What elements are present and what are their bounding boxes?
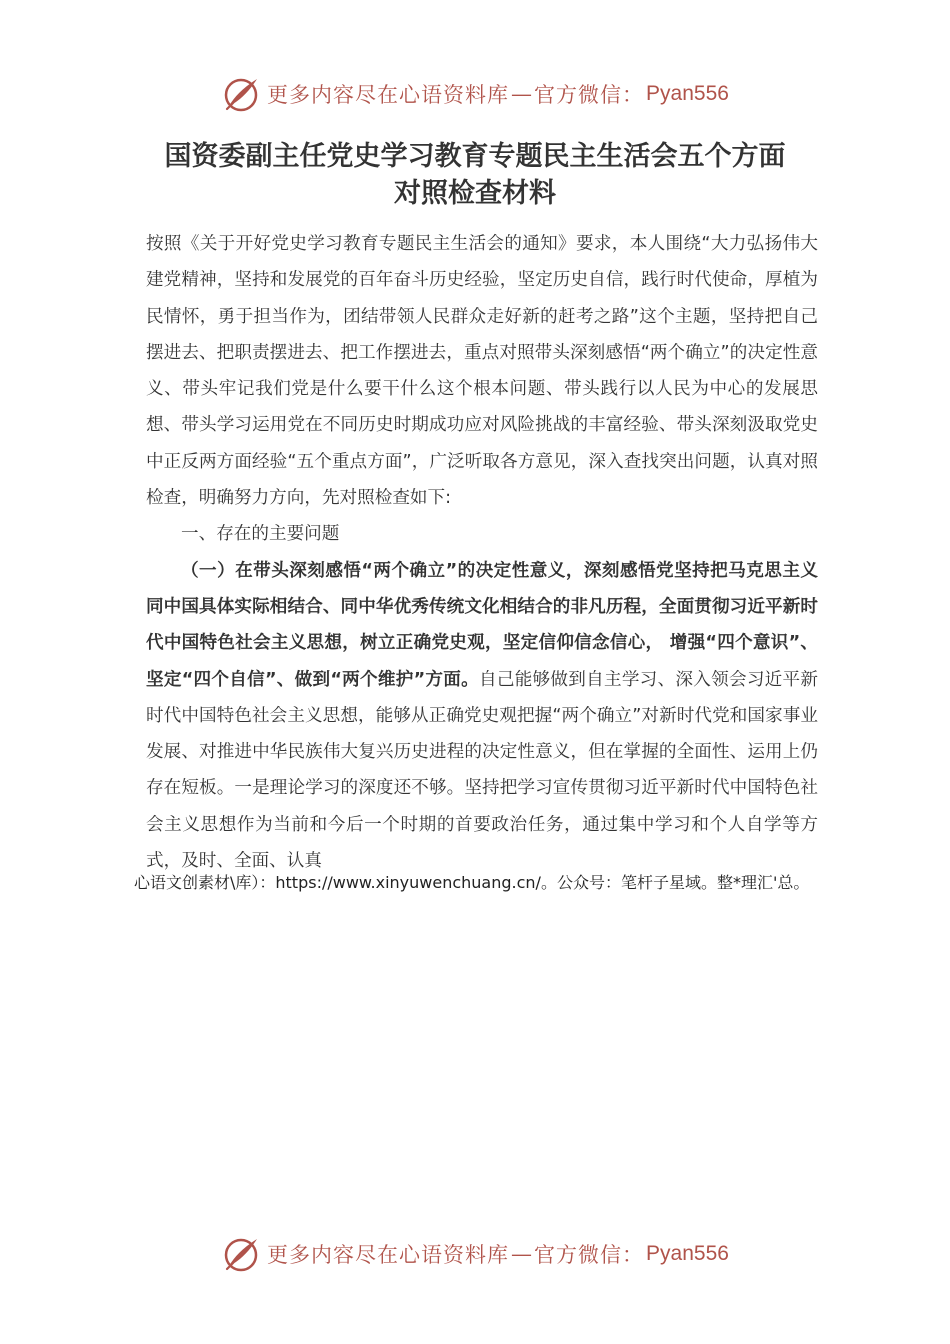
banner-text: 更多内容尽在心语资料库: [267, 83, 510, 107]
footer-banner: [0, 1232, 950, 1276]
intro-paragraph: 按照《关于开好党史学习教育专题民主生活会的通知》要求，本人围绕“大力弘扬伟大建党精神，坚持和发展党的百年奋斗历史经验，坚定历史自信，践行时代使命，厚植为民情怀，勇于担当作为，团结带领人民群众走好新的赶考之路”这个主题，坚持把自己摆进去、把职责摆进去、把工作摆进去，重点对照带头深刻感悟“两个确立”的决定性意义、带头牢记我们党是什么要干什么这个根本问题、带头践行以人民为中心的发展思想、带头学习运用党在不同历史时期成功应对风险挑战的丰富经验、带头深刻汲取党史中正反两方面经验“五个重点方面”，广泛听取各方意见，深入查找突出问题，认真对照检查，明确努力方向，先对照检查如下:: [146, 234, 818, 509]
banner-wechat-id: Pyan556: [646, 82, 729, 105]
title-line-1: 国资委副主任党史学习教育专题民主生活会五个方面: [164, 141, 786, 172]
banner-label: 官方微信：: [534, 1243, 645, 1267]
quill-logo-icon: [221, 74, 261, 114]
item-bold-lead: （一）在带头深刻感悟“两个确立”的决定性意义，深刻感悟党坚持把马克思主义同中国具体实际相结合、同中华优秀传统文化相结合的非凡历程，全面贯彻习近平新时代中国特色社会主义思想，树立正确党史观，坚定信仰信念信心， 增强“四个意识”、坚定“四个自信”、做到“两个维护”方面。: [146, 560, 818, 690]
quill-logo-icon: [221, 1234, 261, 1274]
banner-wechat-id: Pyan556: [646, 1242, 729, 1265]
banner-text: 更多内容尽在心语资料库: [267, 1243, 510, 1267]
item-body-text: 自己能够做到自主学习、深入领会习近平新时代中国特色社会主义思想，能够从正确党史观把握“两个确立”对新时代党和国家事业发展、对推进中华民族伟大复兴历史进程的决定性意义，但在掌握的全面性、运用上仍存在短板。一是理论学习的深度还不够。坚持把学习宣传贯彻习近平新时代中国特色社会主义思想作为当前和今后一个时期的首要政治任务，通过集中学习和个人自学等方式，及时、全面、认真: [146, 669, 818, 872]
banner-label: 官方微信：: [534, 83, 645, 107]
document-title: [0, 138, 950, 212]
item-paragraph: [146, 553, 818, 880]
section-heading: 一、存在的主要问题: [181, 524, 340, 545]
title-line-2: 对照检查材料: [394, 178, 556, 209]
banner-separator: —: [511, 82, 533, 106]
header-banner: [0, 72, 950, 116]
banner-separator: —: [511, 1242, 533, 1266]
document-body: [146, 226, 818, 879]
source-note: 心语文创素材\库）：https://www.xinyuwenchuang.cn/。公众号：笔杆子星域。整*理汇'总。: [134, 873, 810, 892]
